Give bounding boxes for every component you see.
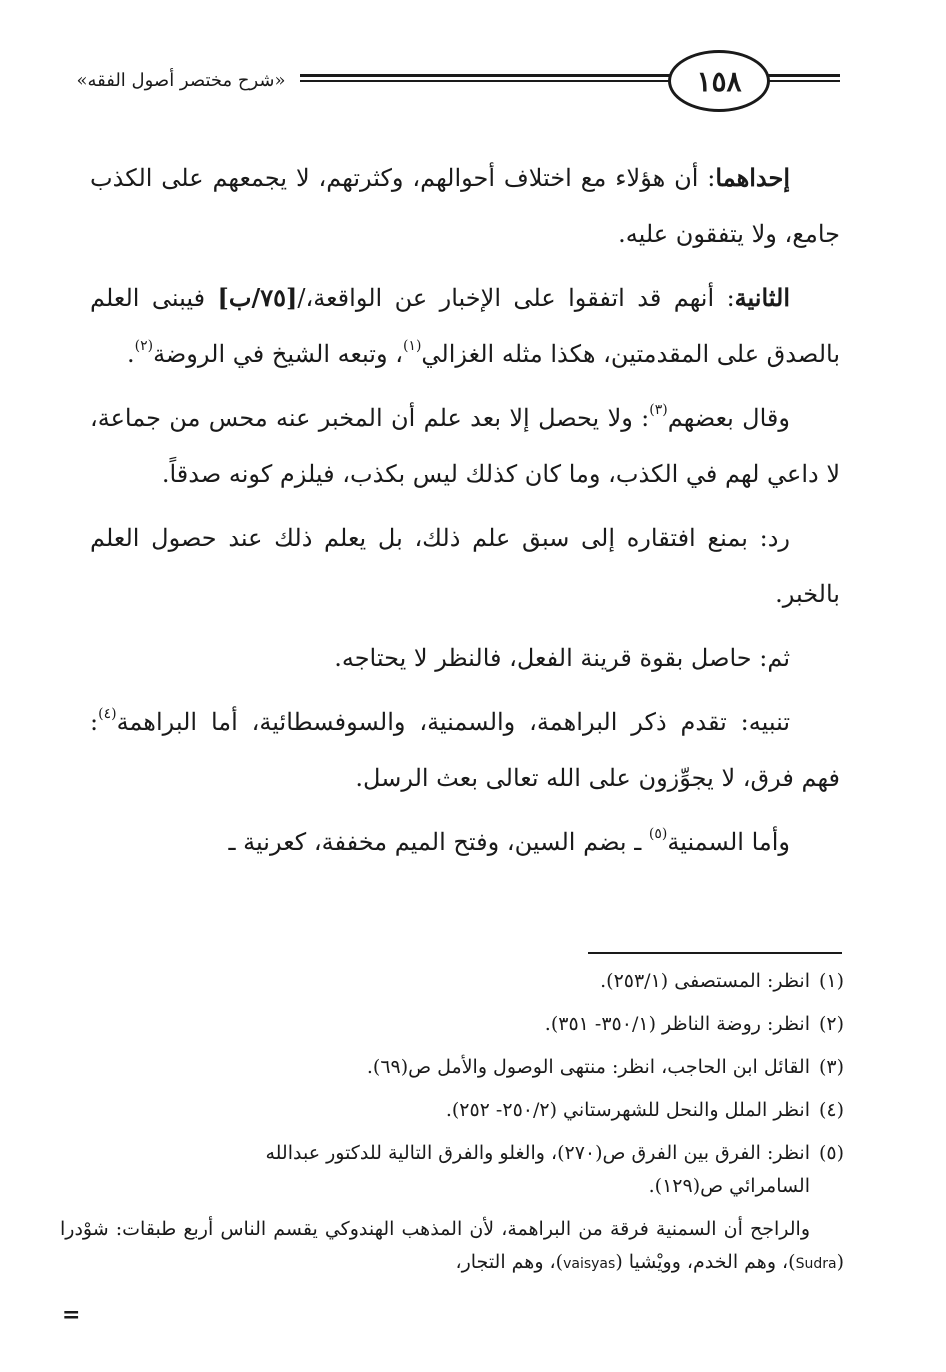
footnote-number: (٣) [818,1056,844,1078]
paragraph-text: ، وتبعه الشيخ في الروضة [153,340,403,368]
paragraph-text: : أن هؤلاء مع اختلاف أحوالهم، وكثرتهم، لا يجمعهم على الكذب جامع، ولا يتفقون عليه. [90,164,840,248]
paragraph-text: وقال بعضهم [667,404,790,432]
footnote-number: (١) [818,970,844,992]
latin-term: vaisyas [563,1256,616,1272]
paragraph-1 [90,150,840,262]
header-rule-left [300,74,678,86]
footnote-text: انظر: الفرق بين الفرق ص(٢٧٠)، والغلو والفرق التالية للدكتور عبدالله [265,1142,810,1164]
paragraph-text: وأما السمنية [667,828,790,856]
footnote-5-continuation: السامرائي ص(١٢٩). [648,1175,810,1197]
page-header [0,40,946,120]
latin-term: Sudra [795,1256,837,1272]
footnote-ref-5[interactable]: (٥) [648,826,668,842]
paragraph-text: : فهم فرق، لا يجوِّزون على الله تعالى بعث الرسل. [90,708,840,792]
paragraph-5: ثم: حاصل بقوة قرينة الفعل، فالنظر لا يحتاجه. [334,644,790,672]
footnote-ref-4[interactable]: (٤) [98,706,117,722]
paragraph-4: رد: بمنع افتقاره إلى سبق علم ذلك، بل يعلم ذلك عند حصول العلم بالخبر. [90,524,840,608]
footnote-text: انظر الملل والنحل للشهرستاني (٢٥٠/٢- ٢٥٢). [445,1099,810,1121]
footnote-3 [60,1051,844,1084]
footnote-4 [60,1094,844,1127]
footnote-text: )، وهم التجار، [455,1251,564,1273]
paragraph-3 [90,390,840,502]
footnote-paragraph [60,1213,844,1281]
book-title: «شرح مختصر أصول الفقه» [76,70,286,91]
paragraph-7 [90,814,840,870]
paragraph-text: . [126,340,135,368]
footnote-1 [60,965,844,998]
footnote-number: (٤) [818,1099,844,1121]
footnote-ref-2[interactable]: (٢) [134,338,154,354]
footnote-text: انظر: روضة الناظر (٣٥٠/١- ٣٥١). [544,1013,810,1035]
footnote-text: انظر: المستصفى (٢٥٣/١). [600,970,810,992]
continuation-mark: = [62,1302,81,1328]
paragraph-label: الثانية [734,283,790,312]
paragraph-text: : ولا يحصل إلا بعد علم أن المخبر عنه محس من جماعة، لا داعي لهم في الكذب، وما كان كذلك ليس بكذب، فيلزم كونه صدقاً. [90,404,840,488]
footnote-number: (٥) [818,1142,844,1164]
footnote-text: )، وهم الخدم، وويْشيا ( [615,1251,796,1273]
paragraph-label: إحداهما [715,163,790,192]
paragraph-text: ـ بضم السين، وفتح الميم مخففة، كعرنية ـ [228,828,649,856]
footnote-text: القائل ابن الحاجب، انظر: منتهى الوصول والأمل ص(٦٩). [366,1056,810,1078]
main-text [90,150,840,878]
footnote-text: والراجح أن السمنية فرقة من البراهمة، لأن المذهب الهندوكي يقسم الناس أربع طبقات: شوْدرا ( [60,1218,844,1273]
footnotes [60,965,844,1281]
paragraph-text: : أنهم قد اتفقوا على الإخبار عن الواقعة،/ [297,284,735,312]
footnote-5 [60,1137,844,1170]
paragraph-6 [90,694,840,806]
footnote-separator [588,952,842,954]
footnote-ref-3[interactable]: (٣) [649,402,668,418]
page-number: ١٥٨ [668,50,770,112]
manuscript-folio-ref: [٧٥/ب] [217,283,298,312]
footnote-number: (٢) [818,1013,844,1035]
paragraph-text: فيبنى العلم بالصدق على المقدمتين، هكذا مثله الغزالي [90,284,840,368]
footnote-ref-1[interactable]: (١) [402,338,422,354]
paragraph-2 [90,270,840,382]
paragraph-text: تنبيه: تقدم ذكر البراهمة، والسمنية، والسوفسطائية، أما البراهمة [116,708,790,736]
header-rule-right [760,74,840,86]
footnote-2 [60,1008,844,1041]
